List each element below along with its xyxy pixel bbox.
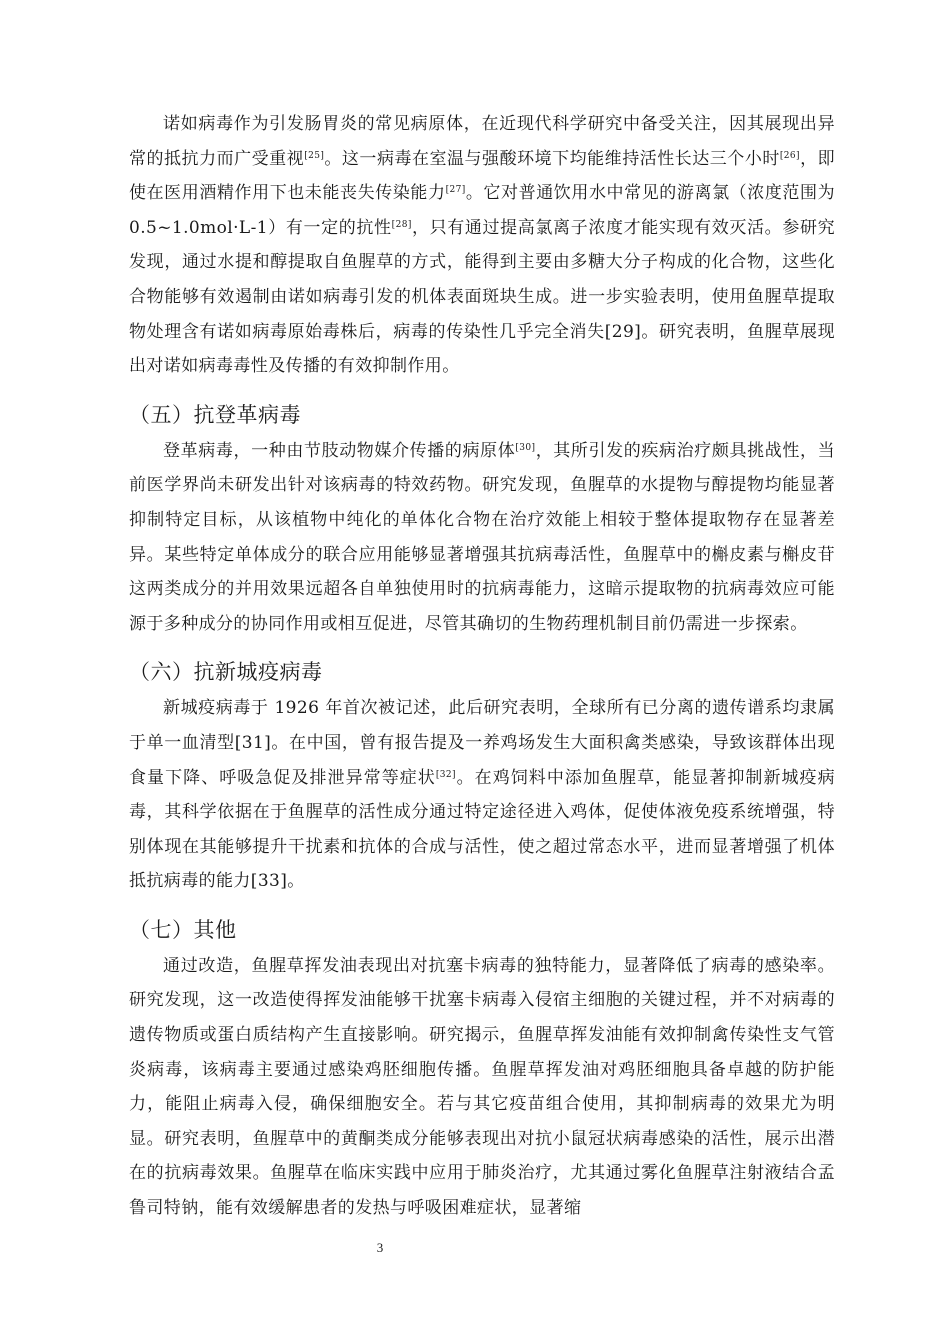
page-number: 3 xyxy=(376,1240,384,1255)
citation-superscript: [28] xyxy=(391,219,412,230)
paragraph-dengue: 登革病毒，一种由节肢动物媒介传播的病原体[30]，其所引发的疾病治疗颇具挑战性，当前医学界尚未研发出针对该病毒的特效药物。研究发现，鱼腥草的水提物与醇提物均能显著抑制特定目标，从该植物中纯化的单体化合物在治疗效能上相较于整体提取物存在显著差异。某些特定单体成分的联合应用能够显著增强其抗病毒活性，鱼腥草中的槲皮素与槲皮苷这两类成分的并用效果远超各自单独使用时的抗病毒能力，这暗示提取物的抗病毒效应可能源于多种成分的协同作用或相互促进，尽管其确切的生物药理机制目前仍需进一步探索。 xyxy=(129,440,835,634)
citation-superscript: [32] xyxy=(435,769,456,780)
paragraph-other: 通过改造，鱼腥草挥发油表现出对抗塞卡病毒的独特能力，显著降低了病毒的感染率。研究发现，这一改造使得挥发油能够干扰塞卡病毒入侵宿主细胞的关键过程，并不对病毒的遗传物质或蛋白质结构产生直接影响。研究揭示，鱼腥草挥发油能有效抑制禽传染性支气管炎病毒，该病毒主要通过感染鸡胚细胞传播。鱼腥草挥发油对鸡胚细胞具备卓越的防护能力，能阻止病毒入侵，确保细胞安全。若与其它疫苗组合使用，其抑制病毒的效果尤为明显。研究表明，鱼腥草中的黄酮类成分能够表现出对抗小鼠冠状病毒感染的活性，展示出潜在的抗病毒效果。鱼腥草在临床实践中应用于肺炎治疗，尤其通过雾化鱼腥草注射液结合孟鲁司特钠，能有效缓解患者的发热与呼吸困难症状，显著缩 xyxy=(129,955,835,1219)
citation-superscript: [27] xyxy=(445,185,466,196)
section-heading-newcastle: （六）抗新城疫病毒 xyxy=(129,660,323,685)
document-body xyxy=(129,107,835,1226)
paragraph-norovirus: 诺如病毒作为引发肠胃炎的常见病原体，在近现代科学研究中备受关注，因其展现出异常的抵抗力而广受重视[25]。这一病毒在室温与强酸环境下均能维持活性长达三个小时[26]，即使在医用酒精作用下也未能丧失传染能力[27]。它对普通饮用水中常见的游离氯（浓度范围为 0.5~1.0mol·L-1）有一定的抗性[28]，只有通过提高氯离子浓度才能实现有效灭活。参研究发现，通过水提和醇提取自鱼腥草的方式，能得到主要由多糖大分子构成的化合物，这些化合物能够有效遏制由诺如病毒引发的机体表面斑块生成。进一步实验表明，使用鱼腥草提取物处理含有诺如病毒原始毒株后，病毒的传染性几乎完全消失[29]。研究表明，鱼腥草展现出对诺如病毒毒性及传播的有效抑制作用。 xyxy=(129,114,835,377)
citation-superscript: [30] xyxy=(515,442,536,453)
citation-superscript: [25] xyxy=(304,150,325,161)
section-heading-other: （七）其他 xyxy=(129,917,237,942)
paragraph-newcastle: 新城疫病毒于 1926 年首次被记述，此后研究表明，全球所有已分离的遗传谱系均隶属于单一血清型[31]。在中国，曾有报告提及一养鸡场发生大面积禽类感染，导致该群体出现食量下降、呼吸急促及排泄异常等症状[32]。在鸡饲料中添加鱼腥草，能显著抑制新城疫病毒，其科学依据在于鱼腥草的活性成分通过特定途径进入鸡体，促使体液免疫系统增强，特别体现在其能够提升干扰素和抗体的合成与活性，使之超过常态水平，进而显著增强了机体抵抗病毒的能力[33]。 xyxy=(129,698,835,892)
citation-superscript: [26] xyxy=(779,150,800,161)
section-heading-dengue: （五）抗登革病毒 xyxy=(129,402,301,427)
